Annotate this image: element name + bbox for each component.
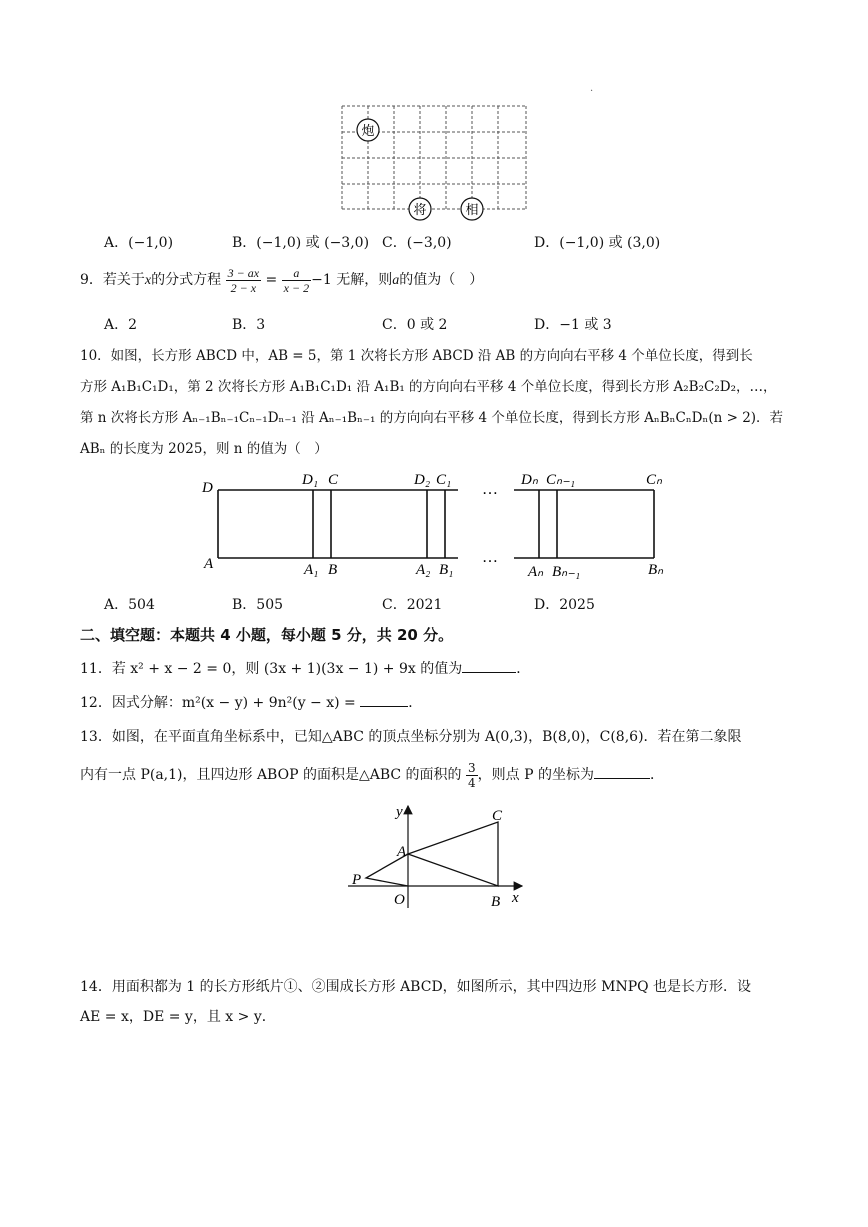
- q13-line-2b: ，则点 P 的坐标为: [477, 767, 594, 783]
- q9-fraction-right: [282, 266, 311, 295]
- piece-xiang: [461, 198, 483, 220]
- fig10-label-bn1: Bₙ₋₁: [552, 564, 581, 580]
- fig10-label-a1: A₁: [304, 562, 319, 578]
- q8-option-b-text: (−1,0) 或 (−3,0): [256, 235, 370, 251]
- q8-option-d[interactable]: [534, 232, 660, 252]
- q10-option-b[interactable]: [232, 594, 283, 614]
- fig13-label-a: A: [397, 844, 407, 860]
- fig10-dots-bottom: …: [482, 549, 498, 566]
- fig13-label-x: x: [512, 890, 519, 906]
- q9-frac2-den: x − 2: [283, 280, 310, 295]
- q9-frac1-num: 3 − ax: [227, 265, 260, 280]
- q9-end: 的值为（ ）: [399, 272, 484, 288]
- piece-xiang-label: 相: [465, 203, 479, 218]
- q10-option-a[interactable]: [104, 594, 155, 614]
- q9-option-c-letter: C．: [382, 317, 407, 333]
- q9-mid: 的分式方程: [151, 272, 222, 288]
- q9-prefix: 9．若关于: [80, 272, 145, 288]
- q10-line-4: ABₙ 的长度为 2025，则 n 的值为（ ）: [80, 441, 328, 457]
- fig13-label-y: y: [396, 804, 403, 820]
- q9-var-a: a: [392, 273, 400, 288]
- corner-mark: ·: [590, 86, 594, 97]
- q13-frac-den: 4: [468, 775, 476, 790]
- q10-line-1: 10．如图，长方形 ABCD 中，AB = 5，第 1 次将长方形 ABCD 沿 AB 的方向向右平移 4 个单位长度，得到长: [80, 348, 753, 364]
- q9-option-c-text: 0 或 2: [406, 317, 448, 333]
- q9-option-a-letter: A．: [104, 317, 129, 333]
- q9-var-x: x: [144, 273, 152, 288]
- q9-tail: −1 无解，则: [311, 272, 393, 288]
- q10-option-a-text: 504: [128, 597, 155, 613]
- fig10-label-a2: A₂: [416, 562, 431, 578]
- fig10-label-b1: B₁: [439, 562, 454, 578]
- q9-equals: =: [265, 272, 278, 288]
- coordinate-triangle-figure: [340, 800, 530, 912]
- q8-option-d-letter: D．: [534, 235, 560, 251]
- fig10-label-d2: D₂: [414, 472, 431, 488]
- fig10-label-cn: Cₙ: [646, 472, 662, 488]
- q9-option-d[interactable]: [534, 314, 612, 334]
- q9-option-d-text: −1 或 3: [559, 317, 612, 333]
- q11-stem: [80, 658, 530, 678]
- q14-line-2: AE = x，DE = y，且 x > y．: [80, 1009, 276, 1025]
- q8-option-c-text: (−3,0): [406, 235, 452, 251]
- fig10-label-c1: C₁: [436, 472, 452, 488]
- q9-option-c[interactable]: [382, 314, 447, 334]
- chess-board-figure: [336, 100, 532, 226]
- q10-option-c-letter: C．: [382, 597, 407, 613]
- piece-pao: [357, 119, 379, 141]
- fig13-label-p: P: [352, 872, 362, 888]
- section-heading-fill-in: 二、填空题：本题共 4 小题，每小题 5 分，共 20 分。: [80, 626, 454, 644]
- q11-text: 11．若 x² + x − 2 = 0，则 (3x + 1)(3x − 1) + 9x 的值为: [80, 661, 463, 677]
- translation-rectangles-figure: [196, 466, 676, 586]
- q10-option-c-text: 2021: [406, 597, 443, 613]
- q10-option-d-letter: D．: [534, 597, 560, 613]
- q8-option-a[interactable]: [104, 232, 173, 252]
- q9-option-b-letter: B．: [232, 317, 257, 333]
- fig10-label-bn: Bₙ: [648, 562, 664, 578]
- q10-option-c[interactable]: [382, 594, 442, 614]
- q9-frac2-num: a: [282, 266, 311, 281]
- q12-stem: [80, 692, 422, 712]
- q13-answer-blank[interactable]: [594, 764, 650, 779]
- q13-line-2a: 内有一点 P(a,1)，且四边形 ABOP 的面积是△ABC 的面积的: [80, 767, 462, 783]
- q11-end: ．: [516, 661, 531, 677]
- q9-frac1-den: 2 − x: [230, 280, 257, 295]
- q8-option-a-letter: A．: [104, 235, 129, 251]
- q10-line-2: 方形 A₁B₁C₁D₁，第 2 次将长方形 A₁B₁C₁D₁ 沿 A₁B₁ 的方向向右平移 4 个单位长度，得到长方形 A₂B₂C₂D₂，…，: [80, 379, 777, 395]
- q8-option-c[interactable]: [382, 232, 452, 252]
- fig10-label-c: C: [328, 472, 339, 488]
- q8-option-a-text: (−1,0): [128, 235, 174, 251]
- q10-option-d[interactable]: [534, 594, 595, 614]
- fig10-label-b: B: [328, 562, 338, 578]
- piece-jiang: [409, 198, 431, 220]
- q13-frac-num: 3: [468, 760, 476, 775]
- fig10-label-an: Aₙ: [528, 564, 544, 580]
- q9-option-b[interactable]: [232, 314, 265, 334]
- q9-option-a-text: 2: [128, 317, 138, 333]
- q10-option-b-letter: B．: [232, 597, 257, 613]
- q9-option-a[interactable]: [104, 314, 137, 334]
- q8-option-b[interactable]: [232, 232, 369, 252]
- q9-option-b-text: 3: [256, 317, 266, 333]
- q13-line-2: [80, 758, 664, 792]
- q10-option-d-text: 2025: [559, 597, 595, 613]
- q8-option-c-letter: C．: [382, 235, 407, 251]
- fig13-label-o: O: [394, 892, 405, 908]
- q9-option-d-letter: D．: [534, 317, 560, 333]
- q13-line-1: 13．如图，在平面直角坐标系中，已知△ABC 的顶点坐标分别为 A(0,3)，B(8,0)，C(8,6)．若在第二象限: [80, 729, 742, 745]
- q10-line-3: 第 n 次将长方形 Aₙ₋₁Bₙ₋₁Cₙ₋₁Dₙ₋₁ 沿 Aₙ₋₁Bₙ₋₁ 的方向向右平移 4 个单位长度，得到长方形 AₙBₙCₙDₙ(n > 2)．若: [80, 410, 784, 426]
- q10-option-a-letter: A．: [104, 597, 129, 613]
- fig10-label-a: A: [204, 556, 214, 572]
- q12-answer-blank[interactable]: [360, 692, 408, 707]
- fig10-label-d1: D₁: [302, 472, 319, 488]
- triangle-abc: [408, 822, 498, 886]
- fig13-label-b: B: [491, 894, 501, 910]
- q13-end: ．: [649, 767, 664, 783]
- q12-end: ．: [408, 695, 423, 711]
- fig10-label-d: D: [202, 480, 213, 496]
- fig13-label-c: C: [492, 808, 503, 824]
- q8-option-d-text: (−1,0) 或 (3,0): [559, 235, 661, 251]
- q9-fraction-left: [226, 266, 261, 295]
- q12-text: 12．因式分解：m²(x − y) + 9n²(y − x) =: [80, 695, 356, 711]
- fig10-dots-top: …: [482, 481, 498, 498]
- q13-fraction: [466, 761, 478, 790]
- q10-option-b-text: 505: [256, 597, 284, 613]
- piece-jiang-label: 将: [413, 203, 427, 218]
- q9-stem: [80, 262, 483, 299]
- piece-pao-label: 炮: [361, 124, 375, 139]
- q14-line-1: 14．用面积都为 1 的长方形纸片①、②围成长方形 ABCD，如图所示，其中四边形 MNPQ 也是长方形．设: [80, 979, 752, 995]
- fig10-label-cn1: Cₙ₋₁: [546, 472, 576, 488]
- q11-answer-blank[interactable]: [462, 658, 516, 673]
- q8-option-b-letter: B．: [232, 235, 257, 251]
- fig10-label-dn: Dₙ: [521, 472, 538, 488]
